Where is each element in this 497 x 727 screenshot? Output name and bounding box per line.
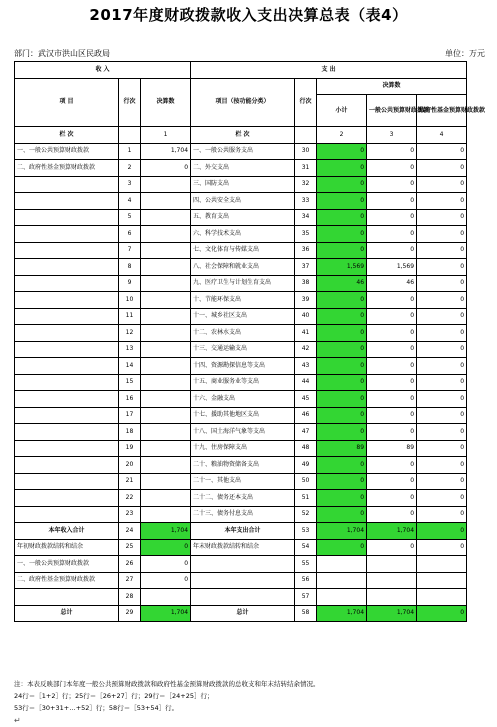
carry-detail-expense-row-no: 57 <box>295 589 317 606</box>
blank-cell <box>417 556 467 573</box>
income-item <box>15 242 119 259</box>
income-item <box>15 407 119 424</box>
grand-expense-row-no: 58 <box>295 605 317 622</box>
income-value <box>141 341 191 358</box>
expense-item: 二十、粮油物资储备支出 <box>191 457 295 474</box>
expense-subtotal: 0 <box>317 143 367 160</box>
table-row <box>15 506 467 523</box>
expense-subtotal: 0 <box>317 325 367 342</box>
expense-general-budget: 0 <box>367 473 417 490</box>
grand-income-row-no: 29 <box>119 605 141 622</box>
income-item <box>15 341 119 358</box>
income-value <box>141 391 191 408</box>
expense-subtotal: 89 <box>317 440 367 457</box>
col-index-1: 1 <box>141 127 191 144</box>
expense-general-budget: 0 <box>367 143 417 160</box>
carry-out-gov-fund: 0 <box>417 539 467 556</box>
carry-detail-label: 一、一般公共预算财政拨款 <box>15 556 119 573</box>
expense-gov-fund: 0 <box>417 424 467 441</box>
income-row-no: 16 <box>119 391 141 408</box>
income-row-no: 17 <box>119 407 141 424</box>
table-row <box>15 209 467 226</box>
carry-detail-row <box>15 572 467 589</box>
expense-row-no: 32 <box>295 176 317 193</box>
table-row <box>15 374 467 391</box>
table-row <box>15 440 467 457</box>
expense-item: 一、一般公共服务支出 <box>191 143 295 160</box>
income-value <box>141 259 191 276</box>
income-value <box>141 176 191 193</box>
table-row <box>15 325 467 342</box>
expense-gov-fund: 0 <box>417 440 467 457</box>
grand-expense-general-budget: 1,704 <box>367 605 417 622</box>
expense-item: 七、文化体育与传媒支出 <box>191 242 295 259</box>
income-item <box>15 374 119 391</box>
expense-gov-fund: 0 <box>417 242 467 259</box>
carry-detail-value: 0 <box>141 572 191 589</box>
carry-detail-row-no: 26 <box>119 556 141 573</box>
income-item: 二、政府性基金预算财政拨款 <box>15 160 119 177</box>
expense-subtotal: 0 <box>317 473 367 490</box>
table-row <box>15 490 467 507</box>
grand-income-value: 1,704 <box>141 605 191 622</box>
expense-general-budget: 0 <box>367 424 417 441</box>
carry-out-label: 年末财政拨款结转和结余 <box>191 539 295 556</box>
carry-detail-row <box>15 589 467 606</box>
income-value <box>141 457 191 474</box>
expense-item: 三、国防支出 <box>191 176 295 193</box>
expense-gov-fund: 0 <box>417 209 467 226</box>
expense-general-budget: 0 <box>367 308 417 325</box>
blank-cell <box>191 556 295 573</box>
expense-gov-fund: 0 <box>417 341 467 358</box>
blank-cell <box>191 589 295 606</box>
income-value <box>141 292 191 309</box>
table-row <box>15 457 467 474</box>
expense-item: 十八、国土海洋气象等支出 <box>191 424 295 441</box>
expense-item: 二十二、债务还本支出 <box>191 490 295 507</box>
expense-subtotal: 0 <box>317 308 367 325</box>
expense-gov-fund: 0 <box>417 292 467 309</box>
income-row-no: 3 <box>119 176 141 193</box>
income-value <box>141 473 191 490</box>
grand-expense-label: 总计 <box>191 605 295 622</box>
expense-row-no: 37 <box>295 259 317 276</box>
income-rowno-header: 行次 <box>119 78 141 127</box>
table-row <box>15 308 467 325</box>
income-item <box>15 490 119 507</box>
carry-in-row-no: 25 <box>119 539 141 556</box>
income-item <box>15 226 119 243</box>
expense-general-budget: 0 <box>367 160 417 177</box>
expense-item: 十六、金融支出 <box>191 391 295 408</box>
expense-row-no: 35 <box>295 226 317 243</box>
blank-cell <box>367 589 417 606</box>
table-row <box>15 160 467 177</box>
income-row-no: 11 <box>119 308 141 325</box>
expense-row-no: 43 <box>295 358 317 375</box>
blank-cell <box>367 556 417 573</box>
total-expense-general-budget: 1,704 <box>367 523 417 540</box>
income-amount-header: 决算数 <box>141 78 191 127</box>
income-row-no: 18 <box>119 424 141 441</box>
income-row-no: 12 <box>119 325 141 342</box>
expense-row-no: 46 <box>295 407 317 424</box>
table-row <box>15 143 467 160</box>
income-row-no: 15 <box>119 374 141 391</box>
note-line: 24行＝［1+2］行；25行＝［26+27］行；29行＝［24+25］行； <box>14 692 214 700</box>
table-body <box>15 62 486 622</box>
expense-item: 十三、交通运输支出 <box>191 341 295 358</box>
gov-fund-header: 政府性基金预算财政拨款 <box>417 95 467 127</box>
total-expense-subtotal: 1,704 <box>317 523 367 540</box>
expense-row-no: 39 <box>295 292 317 309</box>
expense-gov-fund: 0 <box>417 391 467 408</box>
income-item-header: 项 目 <box>15 78 119 127</box>
column-label-income: 栏 次 <box>15 127 119 144</box>
expense-item: 二十三、债务付息支出 <box>191 506 295 523</box>
expense-item: 二十一、其他支出 <box>191 473 295 490</box>
expense-row-no: 34 <box>295 209 317 226</box>
expense-row-no: 40 <box>295 308 317 325</box>
expense-subtotal: 0 <box>317 242 367 259</box>
income-row-no: 6 <box>119 226 141 243</box>
expense-item: 二、外交支出 <box>191 160 295 177</box>
income-row-no: 21 <box>119 473 141 490</box>
total-income-value: 1,704 <box>141 523 191 540</box>
income-row-no: 19 <box>119 440 141 457</box>
expense-subtotal: 0 <box>317 374 367 391</box>
income-item <box>15 259 119 276</box>
carry-detail-expense-row-no: 56 <box>295 572 317 589</box>
total-expense-label: 本年支出合计 <box>191 523 295 540</box>
expense-general-budget: 0 <box>367 176 417 193</box>
total-income-row-no: 24 <box>119 523 141 540</box>
expense-item: 十、节能环保支出 <box>191 292 295 309</box>
income-item <box>15 209 119 226</box>
expense-general-budget: 1,569 <box>367 259 417 276</box>
expense-amount-header: 决算数 <box>317 78 467 95</box>
income-value <box>141 490 191 507</box>
income-value <box>141 440 191 457</box>
income-row-no: 8 <box>119 259 141 276</box>
income-item <box>15 292 119 309</box>
expense-item: 十五、商业服务业等支出 <box>191 374 295 391</box>
expense-general-budget: 46 <box>367 275 417 292</box>
table-row <box>15 391 467 408</box>
col-index-4: 4 <box>417 127 467 144</box>
report-title: 2017年度财政拨款收入支出决算总表（表4） <box>89 6 408 24</box>
expense-gov-fund: 0 <box>417 457 467 474</box>
income-row-no: 23 <box>119 506 141 523</box>
table-row <box>15 473 467 490</box>
column-label-expense: 栏 次 <box>191 127 295 144</box>
income-value <box>141 374 191 391</box>
expense-item: 十二、农林水支出 <box>191 325 295 342</box>
expense-item: 五、教育支出 <box>191 209 295 226</box>
income-value <box>141 358 191 375</box>
expense-item-header: 项目（按功能分类） <box>191 78 295 127</box>
expense-gov-fund: 0 <box>417 490 467 507</box>
expense-subtotal: 0 <box>317 490 367 507</box>
expense-subtotal: 0 <box>317 292 367 309</box>
expense-general-budget: 0 <box>367 407 417 424</box>
total-expense-gov-fund: 0 <box>417 523 467 540</box>
blank-cell <box>417 572 467 589</box>
income-item <box>15 473 119 490</box>
expense-gov-fund: 0 <box>417 176 467 193</box>
carry-out-subtotal: 0 <box>317 539 367 556</box>
carry-out-row-no: 54 <box>295 539 317 556</box>
header-row-1 <box>15 62 467 79</box>
general-budget-header: 一般公共预算财政拨款 <box>367 95 417 127</box>
table-row <box>15 358 467 375</box>
expense-general-budget: 0 <box>367 341 417 358</box>
carry-detail-row-no: 27 <box>119 572 141 589</box>
col-index-2: 2 <box>317 127 367 144</box>
expense-subtotal: 0 <box>317 160 367 177</box>
income-row-no: 5 <box>119 209 141 226</box>
expense-gov-fund: 0 <box>417 473 467 490</box>
blank-cell <box>191 572 295 589</box>
expense-subtotal: 0 <box>317 193 367 210</box>
blank-cell <box>295 127 317 144</box>
income-header: 收 入 <box>15 62 191 79</box>
income-row-no: 20 <box>119 457 141 474</box>
blank-cell <box>367 572 417 589</box>
income-value <box>141 193 191 210</box>
budget-summary-table <box>14 61 486 622</box>
department-label: 部门：武汉市洪山区民政局 <box>14 49 110 58</box>
carry-detail-value: 0 <box>141 556 191 573</box>
expense-item: 十九、住房保障支出 <box>191 440 295 457</box>
expense-gov-fund: 0 <box>417 506 467 523</box>
income-row-no: 10 <box>119 292 141 309</box>
expense-row-no: 48 <box>295 440 317 457</box>
income-value <box>141 308 191 325</box>
expense-item: 八、社会保障和就业支出 <box>191 259 295 276</box>
grand-income-label: 总计 <box>15 605 119 622</box>
table-row <box>15 242 467 259</box>
income-row-no: 9 <box>119 275 141 292</box>
income-row-no: 13 <box>119 341 141 358</box>
income-value <box>141 226 191 243</box>
expense-general-budget: 0 <box>367 292 417 309</box>
column-index-row <box>15 127 467 144</box>
carry-detail-expense-row-no: 55 <box>295 556 317 573</box>
income-row-no: 7 <box>119 242 141 259</box>
notes <box>14 678 484 714</box>
income-value <box>141 209 191 226</box>
carry-in-label: 年初财政拨款结转和结余 <box>15 539 119 556</box>
expense-item: 十一、城乡社区支出 <box>191 308 295 325</box>
income-item <box>15 176 119 193</box>
expense-subtotal: 0 <box>317 424 367 441</box>
expense-item: 十四、资源勘探信息等支出 <box>191 358 295 375</box>
expense-item: 六、科学技术支出 <box>191 226 295 243</box>
table-row <box>15 275 467 292</box>
paragraph-mark: ↵ <box>14 716 21 725</box>
income-item <box>15 193 119 210</box>
expense-row-no: 50 <box>295 473 317 490</box>
expense-subtotal: 0 <box>317 176 367 193</box>
blank-cell <box>317 572 367 589</box>
expense-gov-fund: 0 <box>417 160 467 177</box>
expense-gov-fund: 0 <box>417 226 467 243</box>
expense-subtotal: 0 <box>317 209 367 226</box>
expense-gov-fund: 0 <box>417 358 467 375</box>
expense-subtotal: 0 <box>317 391 367 408</box>
income-row-no: 2 <box>119 160 141 177</box>
income-row-no: 1 <box>119 143 141 160</box>
income-value <box>141 424 191 441</box>
expense-gov-fund: 0 <box>417 407 467 424</box>
table-row <box>15 407 467 424</box>
table-row <box>15 341 467 358</box>
income-value: 1,704 <box>141 143 191 160</box>
expense-row-no: 45 <box>295 391 317 408</box>
income-item <box>15 440 119 457</box>
carry-row <box>15 539 467 556</box>
expense-row-no: 49 <box>295 457 317 474</box>
table-row <box>15 193 467 210</box>
expense-row-no: 41 <box>295 325 317 342</box>
grand-total-row <box>15 605 467 622</box>
expense-general-budget: 0 <box>367 457 417 474</box>
expense-gov-fund: 0 <box>417 374 467 391</box>
note-line: 53行＝［30+31+…+52］行；58行＝［53+54］行。 <box>14 704 179 712</box>
table-row <box>15 259 467 276</box>
expense-general-budget: 0 <box>367 242 417 259</box>
expense-row-no: 31 <box>295 160 317 177</box>
expense-gov-fund: 0 <box>417 325 467 342</box>
income-item <box>15 457 119 474</box>
expense-general-budget: 0 <box>367 506 417 523</box>
expense-row-no: 47 <box>295 424 317 441</box>
income-value <box>141 275 191 292</box>
income-item <box>15 424 119 441</box>
income-row-no: 4 <box>119 193 141 210</box>
expense-item: 九、医疗卫生与计划生育支出 <box>191 275 295 292</box>
income-item <box>15 391 119 408</box>
expense-general-budget: 0 <box>367 490 417 507</box>
expense-row-no: 44 <box>295 374 317 391</box>
subtotal-header: 小计 <box>317 95 367 127</box>
income-item <box>15 308 119 325</box>
expense-gov-fund: 0 <box>417 275 467 292</box>
grand-expense-subtotal: 1,704 <box>317 605 367 622</box>
expense-subtotal: 0 <box>317 226 367 243</box>
total-row <box>15 523 467 540</box>
carry-detail-row <box>15 556 467 573</box>
expense-general-budget: 0 <box>367 325 417 342</box>
expense-subtotal: 0 <box>317 407 367 424</box>
income-value <box>141 325 191 342</box>
expense-general-budget: 0 <box>367 358 417 375</box>
income-item <box>15 358 119 375</box>
total-expense-row-no: 53 <box>295 523 317 540</box>
expense-gov-fund: 0 <box>417 193 467 210</box>
expense-gov-fund: 0 <box>417 143 467 160</box>
table-row <box>15 424 467 441</box>
expense-row-no: 30 <box>295 143 317 160</box>
expense-row-no: 42 <box>295 341 317 358</box>
blank-cell <box>119 127 141 144</box>
unit-label: 单位：万元 <box>445 49 485 58</box>
expense-subtotal: 46 <box>317 275 367 292</box>
carry-out-general-budget: 0 <box>367 539 417 556</box>
table-row <box>15 226 467 243</box>
income-item: 一、一般公共预算财政拨款 <box>15 143 119 160</box>
carry-detail-row-no: 28 <box>119 589 141 606</box>
expense-general-budget: 0 <box>367 209 417 226</box>
table-row <box>15 292 467 309</box>
expense-row-no: 38 <box>295 275 317 292</box>
expense-subtotal: 0 <box>317 341 367 358</box>
income-value: 0 <box>141 160 191 177</box>
carry-detail-label <box>15 589 119 606</box>
total-income-label: 本年收入合计 <box>15 523 119 540</box>
expense-subtotal: 0 <box>317 506 367 523</box>
expense-subtotal: 0 <box>317 457 367 474</box>
header-row-2 <box>15 78 467 95</box>
expense-rowno-header: 行次 <box>295 78 317 127</box>
grand-expense-gov-fund: 0 <box>417 605 467 622</box>
carry-detail-label: 二、政府性基金预算财政拨款 <box>15 572 119 589</box>
expense-gov-fund: 0 <box>417 308 467 325</box>
expense-subtotal: 1,569 <box>317 259 367 276</box>
expense-general-budget: 0 <box>367 374 417 391</box>
income-row-no: 22 <box>119 490 141 507</box>
col-index-3: 3 <box>367 127 417 144</box>
expense-item: 十七、援助其他地区支出 <box>191 407 295 424</box>
carry-in-value: 0 <box>141 539 191 556</box>
expense-item: 四、公共安全支出 <box>191 193 295 210</box>
carry-detail-value <box>141 589 191 606</box>
expense-general-budget: 0 <box>367 226 417 243</box>
expense-general-budget: 0 <box>367 193 417 210</box>
income-item <box>15 506 119 523</box>
income-value <box>141 407 191 424</box>
expense-row-no: 52 <box>295 506 317 523</box>
expense-row-no: 36 <box>295 242 317 259</box>
expense-header: 支 出 <box>191 62 467 79</box>
income-item <box>15 325 119 342</box>
expense-subtotal: 0 <box>317 358 367 375</box>
expense-row-no: 51 <box>295 490 317 507</box>
table-row <box>15 176 467 193</box>
income-value <box>141 506 191 523</box>
note-line: 注：本表反映部门本年度一般公共预算财政拨款和政府性基金预算财政拨款的总收支和年末结转结余情况。 <box>14 680 320 688</box>
blank-cell <box>317 556 367 573</box>
income-row-no: 14 <box>119 358 141 375</box>
expense-row-no: 33 <box>295 193 317 210</box>
expense-general-budget: 89 <box>367 440 417 457</box>
expense-general-budget: 0 <box>367 391 417 408</box>
expense-gov-fund: 0 <box>417 259 467 276</box>
blank-cell <box>317 589 367 606</box>
income-value <box>141 242 191 259</box>
income-item <box>15 275 119 292</box>
blank-cell <box>417 589 467 606</box>
